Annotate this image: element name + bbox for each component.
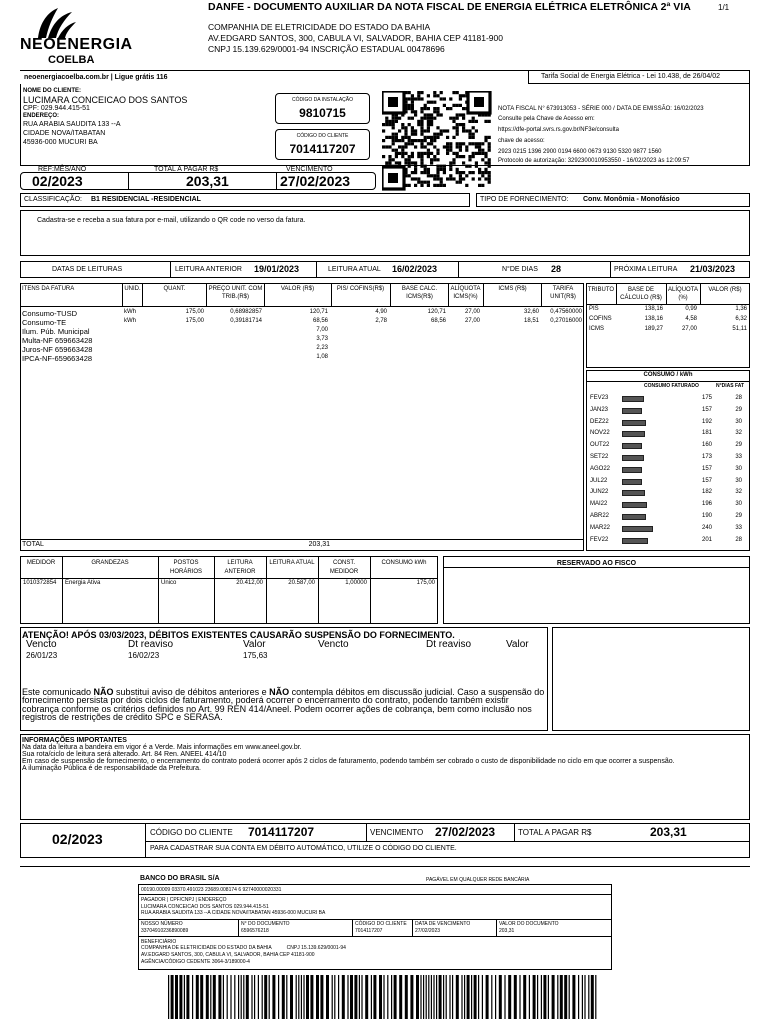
warning-col-header: Vencto [26, 639, 57, 650]
tributos-cell: PIS [589, 306, 599, 312]
meter-cell: 175,00 [416, 580, 435, 586]
table-cell: 32,60 [523, 309, 539, 315]
ref-label: REF:MÊS/ANO [38, 166, 87, 173]
prev-reading-date: 19/01/2023 [254, 264, 300, 274]
warning-side-box [552, 627, 750, 731]
stub-client-label: CÓDIGO DO CLIENTE [150, 828, 233, 837]
meter-cell: Energia Ativa [65, 580, 101, 586]
chart-days-label: 30 [735, 501, 742, 508]
info-line-1: Na data da leitura a bandeira em vigor é a Verde. Mais informações em www.aneel.gov.br. [22, 744, 302, 751]
chart-category-label: MAR22 [590, 524, 611, 531]
client-code-label: CÓDIGO DO CLIENTE [296, 133, 349, 139]
items-header-col: VALOR (R$) [280, 286, 315, 292]
curr-reading-date: 16/02/2023 [392, 264, 438, 274]
table-cell: 3,73 [316, 336, 328, 342]
neoenergia-leaf-icon [34, 6, 78, 40]
chart-value-label: 192 [701, 418, 712, 425]
chart-value-label: 157 [701, 477, 712, 484]
chart-col-days: N°DIAS FAT [716, 383, 745, 389]
warning-text: Este comunicado NÃO substitui aviso de débitos anteriores e NÃO contempla débitos em discussão judicial. Caso a suspensão do fornecimento persista por dois ciclos de faturamento, poderá ocorrer o encerramento do contrato, podendo também existir cobrança conforme os critérios definidos no Art. 99 REN 414/Aneel. Podem ocorrer ações de cobrança, bem como inclusão nos registros de restrições de crédito SPC e SERASA. [22, 687, 545, 723]
chart-category-label: FEV22 [590, 536, 609, 543]
warning-col-header: Vencto [318, 639, 349, 650]
table-cell: 18,51 [523, 318, 539, 324]
document-title: DANFE - DOCUMENTO AUXILIAR DA NOTA FISCAL DE ENERGIA ELÉTRICA ELETRÔNICA 2ª VIA [208, 1, 691, 13]
tributos-cell: COFINS [589, 316, 612, 322]
items-header-col: TARIFA UNIT(R$) [550, 286, 576, 300]
chart-days-label: 33 [735, 524, 742, 531]
chart-days-label: 30 [735, 418, 742, 425]
installation-code: 9810715 [299, 106, 346, 120]
chart-days-label: 29 [735, 442, 742, 449]
nf-key: 2923 0215 1396 2900 0194 6600 0673 9130 5320 9877 1560 [498, 149, 662, 155]
chart-days-label: 32 [735, 430, 742, 437]
table-cell: 0,27016000 [550, 318, 582, 324]
next-reading-label: PRÓXIMA LEITURA [614, 266, 678, 273]
items-header-col: ALÍQUOTA ICMS(%) [450, 286, 481, 300]
page-number: 1/1 [718, 3, 730, 12]
chart-value-label: 157 [701, 465, 712, 472]
chart-bar [622, 443, 642, 449]
tributos-cell: 1,36 [735, 306, 747, 312]
chart-days-label: 30 [735, 465, 742, 472]
items-header-col: ICMS (R$) [498, 286, 527, 292]
meter-cell: 20.412,00 [236, 580, 263, 586]
bank-field-label: NOSSO NÚMERO [141, 921, 183, 927]
table-cell: 27,00 [464, 318, 480, 324]
supply-type-label: TIPO DE FORNECIMENTO: [480, 196, 569, 203]
meter-header-col: CONSUMO kWh [381, 560, 427, 566]
table-cell: 175,00 [185, 309, 204, 315]
table-cell: kWh [124, 309, 136, 315]
meter-cell: Único [161, 580, 177, 586]
chart-days-label: 30 [735, 477, 742, 484]
chart-days-label: 28 [735, 536, 742, 543]
beneficiary-line-2: AV.EDGARD SANTOS, 300, CABULA VI, SALVADOR, BAHIA CEP 41181-900 [141, 952, 315, 958]
warning-row-due: 26/01/23 [26, 651, 58, 660]
chart-bar [622, 431, 645, 437]
meter-cell: 1,00000 [345, 580, 367, 586]
table-row [20, 327, 584, 336]
installation-code-box [275, 93, 370, 124]
qr-code-icon [382, 91, 492, 191]
chart-days-label: 29 [735, 406, 742, 413]
tributos-row [586, 306, 750, 316]
chart-bar [622, 455, 644, 461]
tributos-header-col: TRIBUTO [587, 287, 615, 293]
chart-value-label: 175 [701, 395, 712, 401]
beneficiary-line-3: AGÊNCIA/CÓDIGO CEDENTE 3064-3/189000-4 [141, 959, 250, 965]
warning-row-value: 175,63 [243, 651, 268, 660]
chart-category-label: SET22 [590, 454, 609, 460]
chart-days-label: 28 [735, 395, 742, 401]
chart-category-label: DEZ22 [590, 418, 609, 425]
readings-label: DATAS DE LEITURAS [52, 266, 123, 273]
stub-debit-note: PARA CADASTRAR SUA CONTA EM DÉBITO AUTOMÁTICO, UTILIZE O CÓDIGO DO CLIENTE. [150, 845, 457, 852]
logo-sub: COELBA [48, 54, 95, 66]
stub-due-label: VENCIMENTO [370, 828, 424, 837]
logo-brand: NEOENERGIA [20, 36, 133, 53]
payer-label: PAGADOR | CPF/CNPJ | ENDEREÇO [141, 897, 227, 903]
table-cell: 2,23 [316, 345, 328, 351]
meter-cell: 1010372854 [23, 580, 57, 586]
meter-header-col: LEITURA ANTERIOR [224, 560, 256, 575]
table-cell: 1,08 [316, 354, 328, 360]
warning-row-notice: 16/02/23 [128, 651, 160, 660]
classification-label: CLASSIFICAÇÃO: [24, 196, 82, 203]
chart-title: CONSUMO / kWh [643, 372, 693, 378]
nf-consult: Consulte pela Chave de Acesso em: [498, 116, 595, 122]
table-cell: 0,39181714 [230, 318, 262, 324]
client-address-label: ENDEREÇO: [23, 113, 60, 119]
table-cell: 2,78 [375, 318, 387, 324]
chart-category-label: FEV23 [590, 395, 609, 401]
bank-field-value: 33704910236890089 [141, 928, 189, 934]
table-row [20, 318, 584, 327]
table-row [20, 345, 584, 354]
days-label: N°DE DIAS [502, 266, 538, 273]
bank-field-value: 27/02/2023 [415, 928, 441, 934]
chart-value-label: 160 [701, 442, 712, 449]
client-name: LUCIMARA CONCEICAO DOS SANTOS [23, 95, 188, 105]
items-header-col: ITENS DA FATURA [22, 286, 75, 292]
digitable-line: 00190.00009 03370.491023 23689.008174 6 92740000020331 [141, 887, 282, 893]
chart-bar [622, 526, 653, 532]
fisco-label: RESERVADO AO FISCO [556, 560, 637, 567]
meter-header-col: CONST. MEDIDOR [329, 560, 359, 575]
chart-category-label: ABR22 [590, 513, 610, 519]
warning-title: ATENÇÃO! APÓS 03/03/2023, DÉBITOS EXISTENTES CAUSARÃO SUSPENSÃO DO FORNECIMENTO. [22, 630, 455, 640]
meter-header-col: POSTOS HORÁRIOS [169, 560, 202, 575]
meter-header-col: GRANDEZAS [91, 560, 129, 566]
tributos-header-col: VALOR (R$) [708, 287, 742, 293]
table-cell: 0,47560000 [550, 309, 582, 315]
items-total-label: TOTAL [22, 541, 44, 548]
client-code: 7014117207 [289, 142, 356, 156]
table-row [20, 354, 584, 363]
bank-field-label: DATA DE VENCIMENTO [415, 921, 471, 927]
table-cell: 68,56 [430, 318, 446, 324]
nf-protocol: Protocolo de autorização: 3292300010953550 - 16/02/2023 às 12:09:57 [498, 158, 690, 164]
warning-col-header: Dt reaviso [426, 639, 472, 650]
chart-category-label: AGO22 [590, 465, 611, 472]
tarifa-social-text: Tarifa Social de Energia Elétrica - Lei 10.438, de 26/04/02 [541, 73, 721, 80]
chart-value-label: 182 [701, 489, 712, 496]
chart-bar [622, 538, 648, 544]
classification-box [20, 193, 470, 207]
table-cell: Multa-NF 659663428 [22, 336, 93, 345]
message-text: Cadastra-se e receba a sua fatura por e-mail, utilizando o QR code no verso da fatura. [37, 217, 306, 224]
tributos-row [586, 326, 750, 336]
table-cell: Consumo-TUSD [22, 309, 78, 318]
chart-bar [622, 420, 646, 426]
tributos-header-col: ALÍQUOTA (%) [668, 287, 698, 301]
info-line-4: A iluminação Pública é de responsabilidade da Prefeitura. [22, 765, 202, 772]
info-title: INFORMAÇÕES IMPORTANTES [22, 737, 127, 744]
bank-field-value: 203,31 [499, 928, 515, 934]
supply-type-value: Conv. Monômia - Monofásico [583, 196, 680, 203]
logo [20, 6, 150, 66]
bank-field-value: 6596576218 [241, 928, 269, 934]
installation-code-label: CÓDIGO DA INSTALAÇÃO [291, 97, 354, 103]
meter-header-col: MEDIDOR [26, 560, 56, 566]
bank-field-label: CÓDIGO DO CLIENTE [355, 921, 407, 927]
beneficiary-label: BENEFICIÁRIO [141, 939, 177, 945]
table-cell: 0,68982857 [230, 309, 262, 315]
chart-col-billed: CONSUMO FATURADO [644, 383, 699, 389]
table-cell: 120,71 [309, 309, 328, 315]
chart-category-label: MAI22 [590, 501, 608, 508]
info-line-2: Sua rota/ciclo de leitura será alterado. Art. 84 Ren. ANEEL 414/10 [22, 751, 227, 758]
site-phone: neoenergiacoelba.com.br | Ligue grátis 116 [24, 74, 168, 81]
chart-category-label: JUN22 [590, 489, 609, 496]
chart-category-label: JAN23 [590, 406, 609, 413]
tributos-cell: 189,27 [644, 326, 663, 332]
tributos-cell: 138,16 [644, 306, 663, 312]
stub-total-label: TOTAL A PAGAR R$ [518, 828, 592, 837]
chart-bar [622, 396, 644, 402]
client-name-label: NOME DO CLIENTE: [23, 88, 81, 94]
chart-value-label: 157 [701, 406, 712, 413]
bank-field-value: 7014117207 [355, 928, 383, 934]
bank-field-label: VALOR DO DOCUMENTO [499, 921, 559, 927]
table-cell: IPCA-NF-659663428 [22, 354, 93, 363]
client-address-2: CIDADE NOVA/ITABATAN [23, 130, 106, 137]
nf-key-label: chave de acesso: [498, 138, 545, 144]
stub-ref-month: 02/2023 [52, 831, 103, 847]
tributos-cell: 4,58 [685, 316, 697, 322]
items-header-col: PIS/ COFINS(R$) [336, 286, 385, 292]
warning-col-header: Valor [243, 639, 266, 650]
nf-url[interactable]: https://dfe-portal.svrs.rs.gov.br/NF3e/consulta [498, 127, 619, 133]
bank-pay-anywhere: PAGÁVEL EM QUALQUER REDE BANCÁRIA [426, 877, 530, 883]
next-reading-date: 21/03/2023 [690, 264, 736, 274]
table-cell: Consumo-TE [22, 318, 67, 327]
days-value: 28 [551, 264, 562, 274]
chart-value-label: 181 [701, 430, 712, 437]
table-cell: Juros-NF 659663428 [22, 345, 93, 354]
table-cell: 4,90 [375, 309, 387, 315]
warning-col-header: Valor [506, 639, 529, 650]
table-cell: 175,00 [185, 318, 204, 324]
company-name: COMPANHIA DE ELETRICIDADE DO ESTADO DA BAHIA [208, 22, 431, 32]
chart-bar [622, 467, 642, 473]
warning-col-header: Dt reaviso [128, 639, 174, 650]
supply-type-box [476, 193, 750, 207]
beneficiary-line-1: COMPANHIA DE ELETRICIDADE DO ESTADO DA BAHIA CNPJ 15.139.629/0001-94 [141, 945, 346, 951]
stub-total: 203,31 [650, 825, 687, 839]
client-address-3: 45936-000 MUCURI BA [23, 139, 98, 146]
chart-value-label: 240 [701, 524, 712, 531]
total-amount: 203,31 [186, 173, 229, 189]
table-cell: kWh [124, 318, 136, 324]
chart-bar [622, 514, 646, 520]
table-row [20, 309, 584, 318]
table-cell: 68,56 [312, 318, 328, 324]
info-line-3: Em caso de suspensão de fornecimento, o encerramento do contrato poderá ocorrer após 2 ciclos de faturamento, podendo também ser cobrado o custo de disponibilidade no ciclo em que ocorrer a suspensão. [22, 758, 675, 765]
company-cnpj: CNPJ 15.139.629/0001-94 INSCRIÇÃO ESTADUAL 00478696 [208, 44, 445, 54]
classification-value: B1 RESIDENCIAL -RESIDENCIAL [91, 196, 201, 203]
table-cell: 120,71 [427, 309, 446, 315]
chart-category-label: OUT22 [590, 442, 610, 449]
stub-client-code: 7014117207 [248, 825, 315, 839]
client-address-1: RUA ARABIA SAUDITA 133 --A [23, 121, 121, 128]
nf-number: NOTA FISCAL N° 673913053 - SÉRIE 000 / DATA DE EMISSÃO: 16/02/2023 [498, 106, 704, 112]
tributos-cell: 138,16 [644, 316, 663, 322]
chart-value-label: 201 [701, 536, 712, 543]
items-header-col: PREÇO UNIT. COM TRIB.(R$) [208, 286, 263, 300]
items-header-col: BASE CALC. ICMS(R$) [401, 286, 438, 300]
meter-header-col: LEITURA ATUAL [269, 560, 315, 566]
payer-line-2: RUA ARABIA SAUDITA 133 --A CIDADE NOVA/ITABATAN 45936-000 MUCURI BA [141, 910, 326, 916]
table-cell: Ilum. Púb. Municipal [22, 327, 90, 336]
due-label: VENCIMENTO [286, 166, 333, 173]
client-code-box [275, 129, 370, 160]
table-row [20, 336, 584, 345]
chart-days-label: 32 [735, 489, 742, 496]
chart-bar [622, 408, 642, 414]
chart-value-label: 196 [701, 501, 712, 508]
prev-reading-label: LEITURA ANTERIOR [175, 266, 242, 273]
chart-days-label: 29 [735, 513, 742, 519]
items-header-col: UNID. [124, 286, 141, 292]
message-box [20, 210, 750, 256]
company-address: AV.EDGARD SANTOS, 300, CABULA VI, SALVADOR, BAHIA CEP 41181-900 [208, 33, 503, 43]
curr-reading-label: LEITURA ATUAL [328, 266, 381, 273]
chart-value-label: 190 [701, 513, 712, 519]
chart-category-label: JUL22 [590, 477, 608, 484]
tributos-cell: ICMS [589, 326, 604, 332]
chart-value-label: 173 [701, 454, 712, 460]
table-cell: 7,00 [316, 327, 328, 333]
tributos-cell: 27,00 [681, 326, 697, 332]
barcode-icon [168, 975, 598, 1019]
tributos-cell: 6,32 [735, 316, 747, 322]
chart-days-label: 33 [735, 454, 742, 460]
items-header-col: QUANT. [163, 286, 186, 292]
tributos-cell: 0,99 [685, 306, 697, 312]
tributos-cell: 51,11 [732, 326, 747, 332]
bank-field-label: N° DO DOCUMENTO [241, 921, 290, 927]
ref-month: 02/2023 [32, 173, 83, 189]
payer-line-1: LUCIMARA CONCEICAO DOS SANTOS 029.944.415-51 [141, 904, 269, 910]
tarifa-social-box [528, 70, 750, 84]
client-cpf: CPF: 029.944.415-51 [23, 105, 90, 112]
table-cell: 27,00 [464, 309, 480, 315]
tributos-header-col: BASE DE CÁLCULO (R$) [620, 287, 662, 301]
stub-due-date: 27/02/2023 [435, 825, 496, 839]
tributos-row [586, 316, 750, 326]
bank-name: BANCO DO BRASIL S/A [140, 875, 220, 882]
total-label: TOTAL A PAGAR R$ [154, 166, 219, 173]
chart-bar [622, 502, 647, 508]
chart-bar [622, 490, 645, 496]
meter-cell: 20.587,00 [288, 580, 315, 586]
chart-bar [622, 479, 642, 485]
items-total-value: 203,31 [308, 541, 330, 548]
due-date: 27/02/2023 [280, 173, 351, 189]
chart-category-label: NOV22 [590, 430, 610, 437]
